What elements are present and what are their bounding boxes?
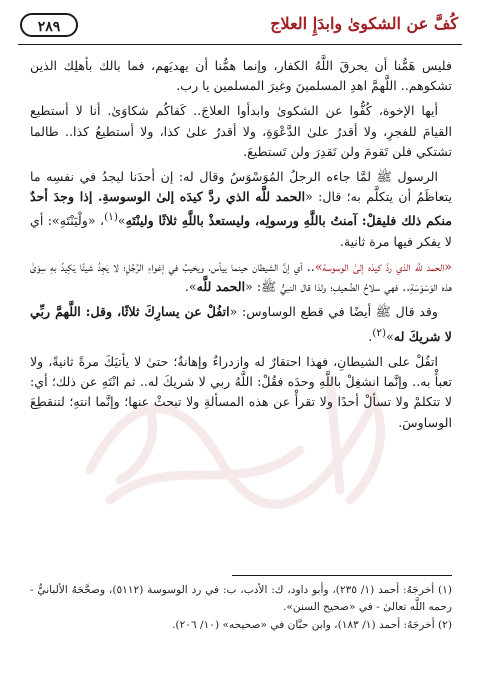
p3-text-d: ، «ولْيَنْتَهِ»: أي لا يفكر فيها مرة ثانية. [30,213,452,249]
p5-text-c: » [386,328,394,344]
p3-text-c: » [117,213,126,229]
p4-text-d: ». [184,279,197,295]
footnote-divider [232,575,452,576]
main-text [30,56,452,438]
header-divider [18,44,462,45]
highlighted-quote: «الحمد للَّه الذي ردَّ كيدَه إلىٰ الوسوسة» [314,259,452,275]
paragraph-3 [30,167,452,252]
running-title: كُفَّ عن الشكوىٰ وابدَإِ العلاج [270,14,458,33]
p5-text-a: وقد قال ﷺ أيضًا في قطع الوساوس: « [229,304,438,320]
page-number: ٢٨٩ [20,13,78,37]
page-header [18,10,462,48]
p3-text-a: الرسول ﷺ لمَّا جاءه الرجلُ المُوَسْوَسُ وقال له: إن أحدَنا ليجدُ في نفسِه ما يتعاظَمُ أن يتكلَّم به؛ قال: « [30,169,452,205]
paragraph-4 [30,257,452,297]
p5-text-d: . [368,328,373,344]
paragraph-6: اتفُلْ على الشيطانِ، فهذا احتقارٌ له وازدراءٌ وإهانةٌ؛ حتىٰ لا يأتيَكَ مرةً ثانيةً، ولا تعبأْ به.. وإنَّما انشغِلْ باللَّهِ وحدَه فقُلْ: اللَّهُ ربي لا شريكَ له.. ثم انْتَهِ عن ذلك؛ أي: لا تتكلمْ ولا تسألْ أحدًا ولا تقرأْ عن هذه المسألةِ ولا تبحثْ عنها؛ وإنَّما انتهِ؛ لتنقطِعَ الوساوسَ. [30,354,452,430]
hadith-quote-1: الحمد للَّه الذي ردَّ كيدَه إلىٰ الوسوسةِ. إذا وجدَ أحدٌ منكم ذلك فليقلْ: آمنتُ باللَّهِ ورسولِه، وليستعذْ باللَّهِ ثلاثًا ولينْتَهِ [30,189,453,229]
footnote-ref-2[interactable]: (٢) [372,326,387,339]
hadith-quote-3: اتفُلْ عن يسارِكَ ثلاثًا، وقل: اللَّهمَّ ربِّي لا شريكَ له [30,304,452,344]
paragraph-2: أيها الإخوة، كُفُّوا عن الشكوىٰ وابدأوا العلاجَ.. كَفاكُم شكاوَىٰ. أنا لا أستطيع القيامَ للفجرِ، ولا أقدرُ علىٰ الدَّعْوَةِ، ولا أقدرُ علىٰ كذا، ولا أستطيعُ كذا.. طالما تشتكي فلن تَقومَ ولن تَقدِرَ ولن تَستطيعَ. [30,103,452,159]
footnotes [30,582,452,635]
footnote-1: (١) أخرجَهُ: أحمد (١/ ٢٣٥)، وأبو داود، ك: الأدب، ب: في رد الوسوسة (٥١١٢)، وصحَّحَهُ الألبانيُّ - رحمه اللَّه تعالىٰ - في «صحيح السنن». [30,584,452,613]
paragraph-1: فليس هَمُّنا أن يحرقَ اللَّهُ الكفار، وإنما همُّنا أن يهديَهم، فما بالك بأهلِك الذين تشكوهم.. اللَّهمَّ اهدِ المسلمينَ وغيرَ المسلمين يا رب. [30,58,452,94]
hadith-quote-2: الحمد للَّه [196,279,246,295]
p4-text-b: .. أي إنَّ الشيطان حينما ييأس، ويخيبُ في إغواءِ الرَّجُلِ؛ لا يَجِدُ شيئًا يَكِيدُ بهِ سِوَىٰ هذه الوَسْوَسَةِ.. فهي سلاحُ الضَّعيفِ؛ ولذا قال النبيُّ ﷺ: « [30,259,452,295]
footnote-2: (٢) أخرجَهُ: أحمد (١/ ١٨٣)، وابن حبَّان في «صحيحه» (١٠/ ٢٠٦). [172,619,452,631]
footnote-ref-1[interactable]: (١) [104,211,118,224]
paragraph-5 [30,302,452,347]
